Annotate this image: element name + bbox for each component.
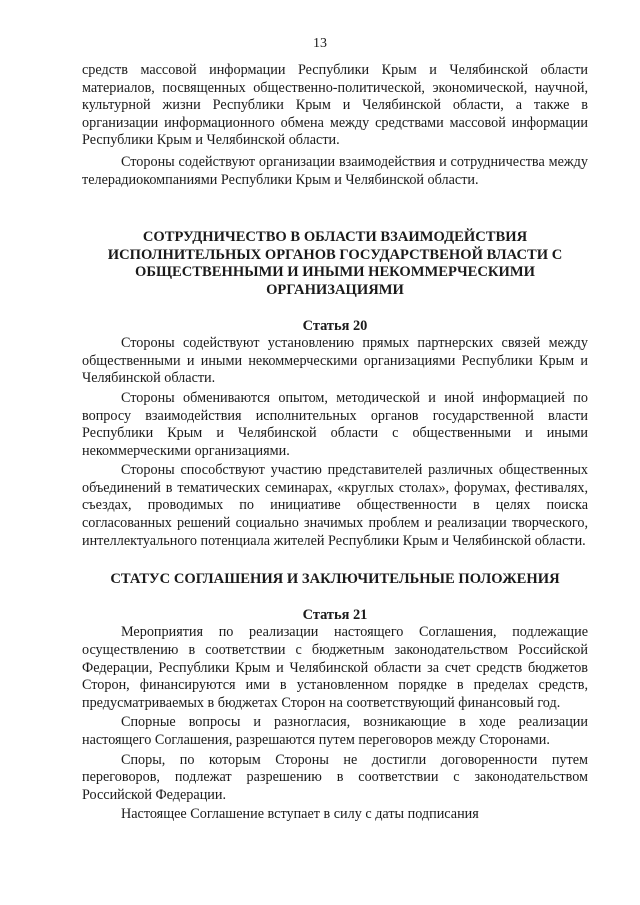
- article-20-paragraph-2: Стороны обмениваются опытом, методической и иной информацией по вопросу взаимодействия исполнительных органов государственной власти Республики Крым и Челябинской области с общественными и иными некоммерческими организациями.: [82, 389, 588, 459]
- intro-paragraph-1: средств массовой информации Республики Крым и Челябинской области материалов, посвященных общественно-политической, экономической, научной, культурной жизни Республики Крым и Челябинской области, а также в организации информационного обмена между средствами массовой информации Республики Крым и Челябинской области.: [82, 62, 588, 149]
- section-heading-cooperation: СОТРУДНИЧЕСТВО В ОБЛАСТИ ВЗАИМОДЕЙСТВИЯ ИСПОЛНИТЕЛЬНЫХ ОРГАНОВ ГОСУДАРСТВЕНОЙ ВЛАСТИ С ОБЩЕСТВЕННЫМИ И ИНЫМИ НЕКОММЕРЧЕСКИМИ ОРГАНИЗАЦИЯМИ: [107, 229, 563, 298]
- article-21-paragraph-1: Мероприятия по реализации настоящего Соглашения, подлежащие осуществлению в соответствии с бюджетным законодательством Российской Федерации, Республики Крым и Челябинской области за счет средств бюджетов Сторон, финансируются ими в установленном порядке в пределах средств, предусматриваемых в бюджетах Сторон на соответствующий финансовый год.: [82, 624, 588, 711]
- article-21-paragraph-3: Споры, по которым Стороны не достигли договоренности путем переговоров, подлежат разрешению в соответствии с законодательством Российской Федерации.: [82, 751, 588, 803]
- section-heading-status: СТАТУС СОГЛАШЕНИЯ И ЗАКЛЮЧИТЕЛЬНЫЕ ПОЛОЖЕНИЯ: [110, 571, 560, 588]
- intro-paragraph-2: Стороны содействуют организации взаимодействия и сотрудничества между телерадиокомпаниями Республики Крым и Челябинской области.: [82, 153, 588, 188]
- article-21-paragraph-4: Настоящее Соглашение вступает в силу с даты подписания: [121, 806, 479, 823]
- article-20-paragraph-3: Стороны способствуют участию представителей различных общественных объединений в тематических семинарах, «круглых столах», форумах, фестивалях, съездах, проводимых по инициативе общественности в целях поиска согласованных решений социально значимых проблем и реализации творческого, интеллектуального потенциала жителей Республики Крым и Челябинской области.: [82, 462, 588, 549]
- article-21-paragraph-2: Спорные вопросы и разногласия, возникающие в ходе реализации настоящего Соглашения, разрешаются путем переговоров между Сторонами.: [82, 714, 588, 748]
- article-20-title: Статья 20: [302, 317, 368, 334]
- article-21-title: Статья 21: [302, 606, 368, 623]
- article-20-paragraph-1: Стороны содействуют установлению прямых партнерских связей между общественными и иными некоммерческими организациями Республики Крым и Челябинской области.: [82, 335, 588, 387]
- page-content: [82, 62, 588, 824]
- page-number: 13: [313, 36, 327, 51]
